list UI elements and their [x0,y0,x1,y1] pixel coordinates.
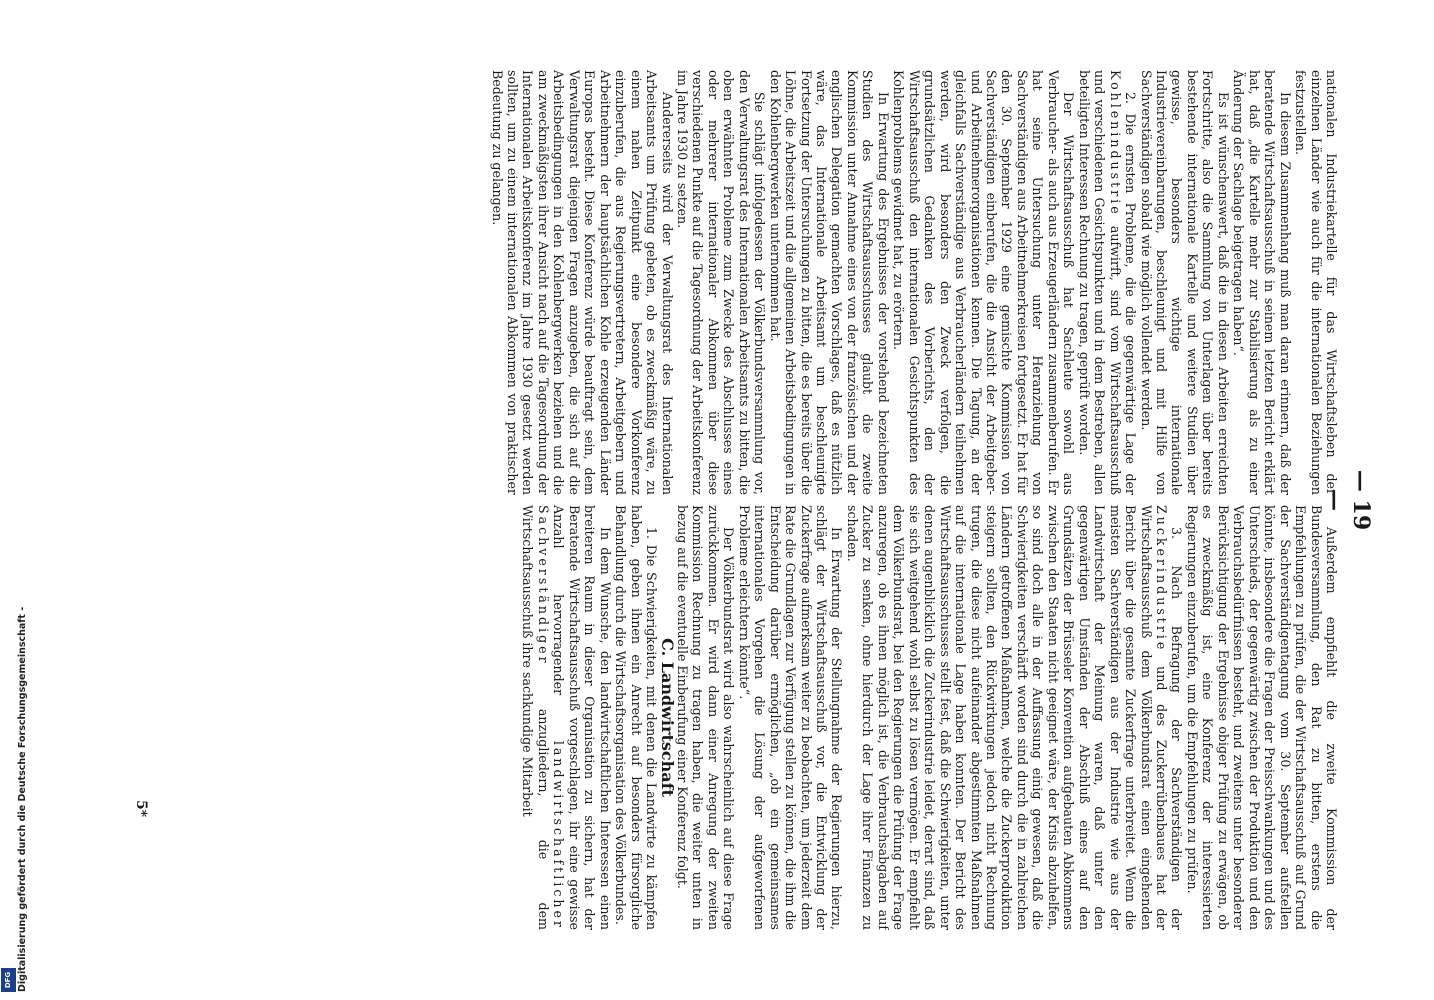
text-run: anzugliedern, die dem Wirtschaftsausschuß ihre sachkundige Mitarbeit [520,505,551,930]
paragraph [845,505,1185,930]
paragraph: In Erwartung des Ergebnisses der vorstehend bezeichneten Studien des Wirtschaftsausschusses glaubt die zweite Kommission unter Annahme eines von der französischen und der englischen Delegation gemachten Vorschlages, daß es nützlich wäre, das Internationale Arbeitsamt um beschleunigte Fortsetzung der Untersuchungen zu bitten, die es bereits über die Löhne, die Arbeitszeit und die allgemeinen Arbeitsbedingungen in den Kohlenbergwerken unternommen hat. [767,70,891,495]
paragraph: Außerdem empfiehlt die zweite Kommission der Bundesversammlung, den Rat zu bitten, erstens die Empfehlungen zu prüfen, die der Wirtschaftsausschuß auf Grund der Sachverständigentagung vom 30. September aufstellen könnte, insbesondere die Fragen der Preisschwankungen und des Unterschieds, der gegenwärtig zwischen der Produktion und den Verbrauchsbedürfnissen besteht, und zweitens unter besonderer Berücksichtigung der Ergebnisse obiger Prüfung zu erwägen, ob es zweckmäßig ist, eine Konferenz der interessierten Regierungen einzuberufen, um die Empfehlungen zu prüfen. [1184,505,1339,930]
paragraph [520,505,613,930]
emphasized-term: Kohlenindustrie [1107,70,1123,217]
paragraph: In diesem Zusammenhang muß man daran erinnern, daß der beratende Wirtschaftsausschuß in seinem letzten Bericht erklärt hat, daß „die Kartelle mehr zur Stabilisierung als zu einer Änderung der Sachlage beigetragen haben“. [1231,70,1293,495]
text-run: 2. Die ernsten Probleme, die die gegenwärtige Lage der [1123,92,1139,495]
dfg-logo-icon [1,968,16,992]
paragraph [1076,70,1138,495]
section-heading: C. Landwirtschaft [657,638,677,797]
paragraph: Der Wirtschaftsausschuß hat Sachleute sowohl aus Verbraucher- als auch aus Erzeugerländern zusammenberufen. Er hat seine Untersuchung unter Heranziehung von Sachverständigen aus Arbeitnehmerkreisen fortgesetzt. Er hat für den 30. September 1929 eine gemischte Kommission von Sachverständigen einberufen, die die Ansicht der Arbeitgeber- und Arbeitnehmerorganisationen kennen. Die Tagung, an der gleichfalls Sachverständige aus Verbraucherländern teilnehmen werden, wird besonders den Zweck verfolgen, die grundsätzlichen Gedanken des Vorberichts, den der Wirtschaftsausschuß den internationalen Gesichtspunkten des Kohlenproblems gewidmet hat, zu erörtern. [891,70,1077,495]
page-number: — 19 — [1322,469,1374,531]
dfg-logo-text: DFG [4,971,13,989]
emphasized-term: Zuckerindustrie [1154,505,1170,653]
paragraph: Es ist wünschenswert, daß die in diesen Arbeiten erreichten Fortschritte, also die Sammlung von Unterlagen über bereits bestehende internationale Kartelle und weitere Studien über gewisse, besonders wichtige internationale Industrievereinbarungen, beschleunigt und mit Hilfe von Sachverständigen sobald wie möglich vollendet werden. [1138,70,1231,495]
text-run: In dem Wunsche, den landwirtschaftlichen Interessen einen breiteren Raum in dieser Organisation zu sichern, hat der Beratende Wirtschaftsausschuß vorgeschlagen, ihr eine gewisse Anzahl hervorragender [551,505,613,930]
credit-text: Digitalisierung gefördert durch die Deutsche Forschungsgemeinschaft - [17,606,28,992]
paragraph: nationalen Industriekartelle für das Wirtschaftsleben der einzelnen Länder wie auch für die internationalen Beziehungen festzustellen. [1293,70,1339,495]
digitization-credit [0,0,28,1000]
paragraph: Sie schlägt infolgedessen der Völkerbundsversammlung vor, den Verwaltungsrat des Internationalen Arbeitsamts zu bitten, die oben erwähnten Probleme zum Zwecke des Abschlusses eines oder mehrerer internationaler Abkommen über diese verschiedenen Punkte auf die Tagesordnung der Arbeitskonferenz im Jahre 1930 zu setzen. [674,70,768,495]
emphasized-term: landwirtschaftlicher Sachverständiger [535,505,567,930]
paragraph: Der Völkerbundsrat wird also wahrscheinlich auf diese Frage zurückkommen. Er wird dann einer Anregung der zweiten Kommission Rechnung zu tragen haben, die weiter unten in bezug auf die eventuelle Einberufung einer Konferenz folgt. [674,505,737,930]
text-run: aufwirft, sind vom Wirtschaftsausschuß und verschiedenen Gesichtspunkten und in dem Bestreben, allen beteiligten Interessen Rechnung zu tragen, geprüft worden. [1076,70,1123,495]
text-run: und des Zuckerrübenbaues hat der Wirtschaftsausschuß dem Völkerbundsrat einen eingehenden Bericht über die gesamte Zuckerfrage unterbreitet. Wenn die meisten Sachverständigen aus der Industrie wie aus der Landwirtschaft der Meinung waren, daß unter den gegenwärtigen Umständen der Abschluß eines auf den Grundsätzen der Brüsseler Konvention aufgebauten Abkommens zwischen den Staaten nicht geeignet wäre, der Krisis abzuhelfen, so sind doch alle in der Auffassung einig gewesen, daß die Schwierigkeiten verschärft worden sind durch die in zahlreichen Ländern getroffenen Maßnahmen, welche die Zuckerproduktion steigern sollten, den Rückwirkungen jedoch nicht Rechnung trugen, die diese nicht aufeinander abgestimmten Maßnahmen auf die internationale Lage haben konnten. Der Bericht des Wirtschaftsausschusses stellt fest, daß die Schwierigkeiten, unter denen augenblicklich die Zuckerindustrie leidet, derart sind, daß sie sich weitgehend wohl selbst zu lösen vermögen. Er empfiehlt dem Völkerbundsrat, bei den Regierungen die Prüfung der Frage anzuregen, ob es ihnen möglich ist, die Verbrauchsabgaben auf Zucker zu senken, ohne hierdurch der Lage ihrer Finanzen zu schaden. [844,505,1170,930]
text-run: 3. Nach Befragung der Sachverständigen der [1169,527,1185,930]
printer-signature: 5* [133,800,149,818]
right-column [249,505,1339,930]
paragraph: 1. Die Schwierigkeiten, mit denen die Landwirte zu kämpfen haben, geben ihnen ein Anrecht auf besonders fürsorgliche Behandlung durch die Wirtschaftsorganisation des Völkerbundes. [613,505,660,930]
paragraph: Andererseits wird der Verwaltungsrat des Internationalen Arbeitsamts um Prüfung gebeten, ob es zweckmäßig wäre, zu einem nahen Zeitpunkt eine besondere Vorkonferenz einzuberufen, die aus Regierungsvertretern, Arbeitgebern und Arbeitnehmern der hauptsächlichen Kohle erzeugenden Länder Europas besteht. Diese Konferenz würde beauftragt sein, dem Verwaltungsrat diejenigen Fragen anzugeben, die sich auf die Arbeitsbedingungen in den Kohlenbergwerken beziehen und die am zweckmäßigsten ihrer Ansicht nach auf die Tagesordnung der Internationalen Arbeitskonferenz im Jahre 1930 gesetzt werden sollten, um zu einem internationalen Abkommen von praktischer Bedeutung zu gelangen. [489,70,675,495]
left-column [189,70,1339,495]
paragraph: In Erwartung der Stellungnahme der Regierungen hierzu, schlägt der Wirtschaftsausschuß vor, die Entwicklung der Zuckerfrage aufmerksam weiter zu beobachten, um jederzeit dem Rate die Grundlagen zur Verfügung stellen zu können, die ihm die Entscheidung darüber ermöglichen, „ob ein gemeinsames internationales Vorgehen die Lösung der aufgeworfenen Probleme erleichtern könnte“. [736,505,845,930]
